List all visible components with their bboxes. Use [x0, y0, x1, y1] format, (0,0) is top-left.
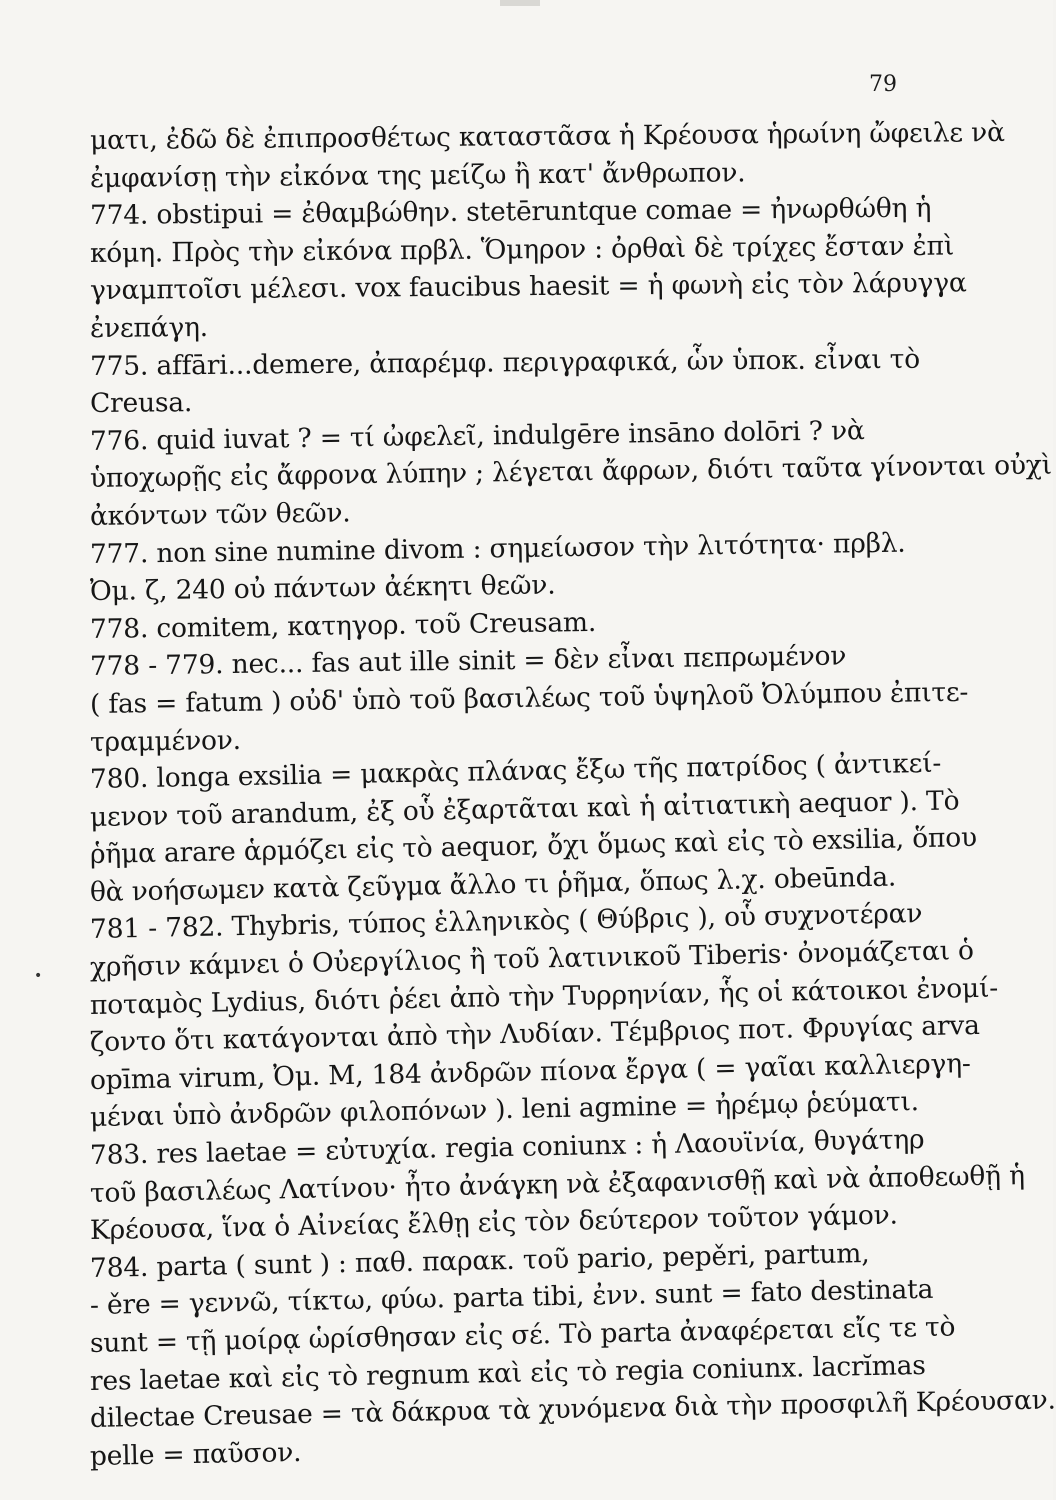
text-line: ἐνεπάγη.: [89, 311, 209, 344]
text-line: 774. obstipui = ἐθαμβώθην. stetēruntque comae = ἠνωρθώθη ἡ: [89, 192, 932, 232]
text-line: ( fas = fatum ) οὐδ' ὑπὸ τοῦ βασιλέως τοῦ ὑψηλοῦ Ὀλύμπου ἐπιτε-: [89, 676, 969, 720]
page-number: 79: [869, 72, 897, 97]
text-line: ποταμὸς Lydius, διότι ῥέει ἀπὸ τὴν Τυρρηνίαν, ἧς οἱ κάτοικοι ἐνομί-: [89, 972, 999, 1021]
text-line: 777. non sine numine divom : σημείωσον τὴν λιτότητα· πρβλ.: [89, 527, 906, 570]
text-line: χρῆσιν κάμνει ὁ Οὐεργίλιος ἢ τοῦ λατινικοῦ Tiberis· ὀνομάζεται ὁ: [89, 935, 975, 984]
text-line: - ěre = γεννῶ, τίκτω, φύω. parta tibi, ἐνν. sunt = fato destinata: [89, 1274, 934, 1322]
text-line: 784. parta ( sunt ) : παθ. παρακ. τοῦ pario, pepěri, partum,: [89, 1237, 870, 1284]
margin-mark: •: [34, 968, 43, 984]
text-line: pelle = παῦσον.: [89, 1436, 302, 1472]
text-line: ἐμφανίσῃ τὴν εἰκόνα της μείζω ἢ κατ' ἄνθρωπον.: [89, 156, 746, 194]
text-line: τραμμένον.: [89, 724, 242, 758]
text-line: 778 - 779. nec... fas aut ille sinit = δὲν εἶναι πεπρωμένον: [89, 640, 847, 683]
scan-artifact: [500, 0, 540, 6]
text-line: Ὀμ. ζ, 240 οὐ πάντων ἀέκητι θεῶν.: [89, 569, 556, 608]
text-line: dilectae Creusae = τὰ δάκρυα τὰ χυνόμενα διὰ τὴν προσφιλῆ Κρέουσαν.: [89, 1384, 1056, 1435]
commentary-text: [89, 117, 1056, 1475]
text-line: 781 - 782. Thybris, τύπος ἑλληνικὸς ( Θύβρις ), οὗ συχνοτέραν: [89, 898, 923, 946]
text-line: μέναι ὑπὸ ἀνδρῶν φιλοπόνων ). leni agmine = ἠρέμῳ ῥεύματι.: [89, 1086, 920, 1134]
text-line: 780. longa exsilia = μακρὰς πλάνας ἔξω τῆς πατρίδος ( ἀντικεί-: [89, 747, 942, 796]
text-line: Creusa.: [89, 387, 193, 420]
text-line: θὰ νοήσωμεν κατὰ ζεῦγμα ἄλλο τι ῥῆμα, ὅπως λ.χ. obeūnda.: [89, 861, 897, 908]
text-line: μενον τοῦ arandum, ἐξ οὗ ἐξαρτᾶται καὶ ἡ αἰτιατικὴ aequor ). Τὸ: [89, 784, 960, 833]
text-line: 776. quid iuvat ? = τί ὠφελεῖ, indulgēre insāno dolōri ? νὰ: [89, 414, 865, 457]
text-line: τοῦ βασιλέως Λατίνου· ἦτο ἀνάγκη νὰ ἐξαφανισθῇ καὶ νὰ ἀποθεωθῇ ἡ: [89, 1159, 1026, 1209]
text-line: ἀκόντων τῶν θεῶν.: [89, 497, 351, 532]
text-line: ὑποχωρῇς εἰς ἄφρονα λύπην ; λέγεται ἄφρων, διότι ταῦτα γίνονται οὐχὶ: [89, 449, 1053, 495]
text-line: sunt = τῇ μοίρᾳ ὡρίσθησαν εἰς σέ. Τὸ parta ἀναφέρεται εἴς τε τὸ: [89, 1311, 956, 1359]
text-line: 783. res laetae = εὐτυχία. regia coniunx : ἡ Λαουϊνία, θυγάτηρ: [89, 1124, 925, 1172]
text-line: opīma virum, Ὀμ. Μ, 184 ἀνδρῶν πίονα ἔργα ( = γαῖαι καλλιεργη-: [89, 1047, 971, 1096]
text-line: 775. affāri...demere, ἀπαρέμφ. περιγραφικά, ὧν ὑποκ. εἶναι τὸ: [89, 343, 921, 382]
text-line: ζοντο ὅτι κατάγονται ἀπὸ τὴν Λυδίαν. Τέμβριος ποτ. Φρυγίας arva: [89, 1010, 980, 1059]
text-line: ματι, ἐδῶ δὲ ἐπιπροσθέτως καταστᾶσα ἡ Κρέουσα ἡρωίνη ὤφειλε νὰ: [89, 117, 1005, 156]
text-line: 778. comitem, κατηγορ. τοῦ Creusam.: [89, 606, 597, 645]
text-line: ῥῆμα arare ἁρμόζει εἰς τὸ aequor, ὄχι ὅμως καὶ εἰς τὸ exsilia, ὅπου: [89, 822, 978, 871]
text-line: κόμη. Πρὸς τὴν εἰκόνα πρβλ. Ὅμηρον : ὀρθαὶ δὲ τρίχες ἔσταν ἐπὶ: [89, 230, 955, 269]
text-line: γναμπτοῖσι μέλεσι. vox faucibus haesit = ἡ φωνὴ εἰς τὸν λάρυγγα: [89, 267, 967, 307]
text-line: res laetae καὶ εἰς τὸ regnum καὶ εἰς τὸ regia coniunx. lacrĭmas: [89, 1349, 926, 1397]
text-line: Κρέουσα, ἵνα ὁ Αἰνείας ἔλθῃ εἰς τὸν δεύτερον τοῦτον γάμον.: [89, 1199, 899, 1247]
